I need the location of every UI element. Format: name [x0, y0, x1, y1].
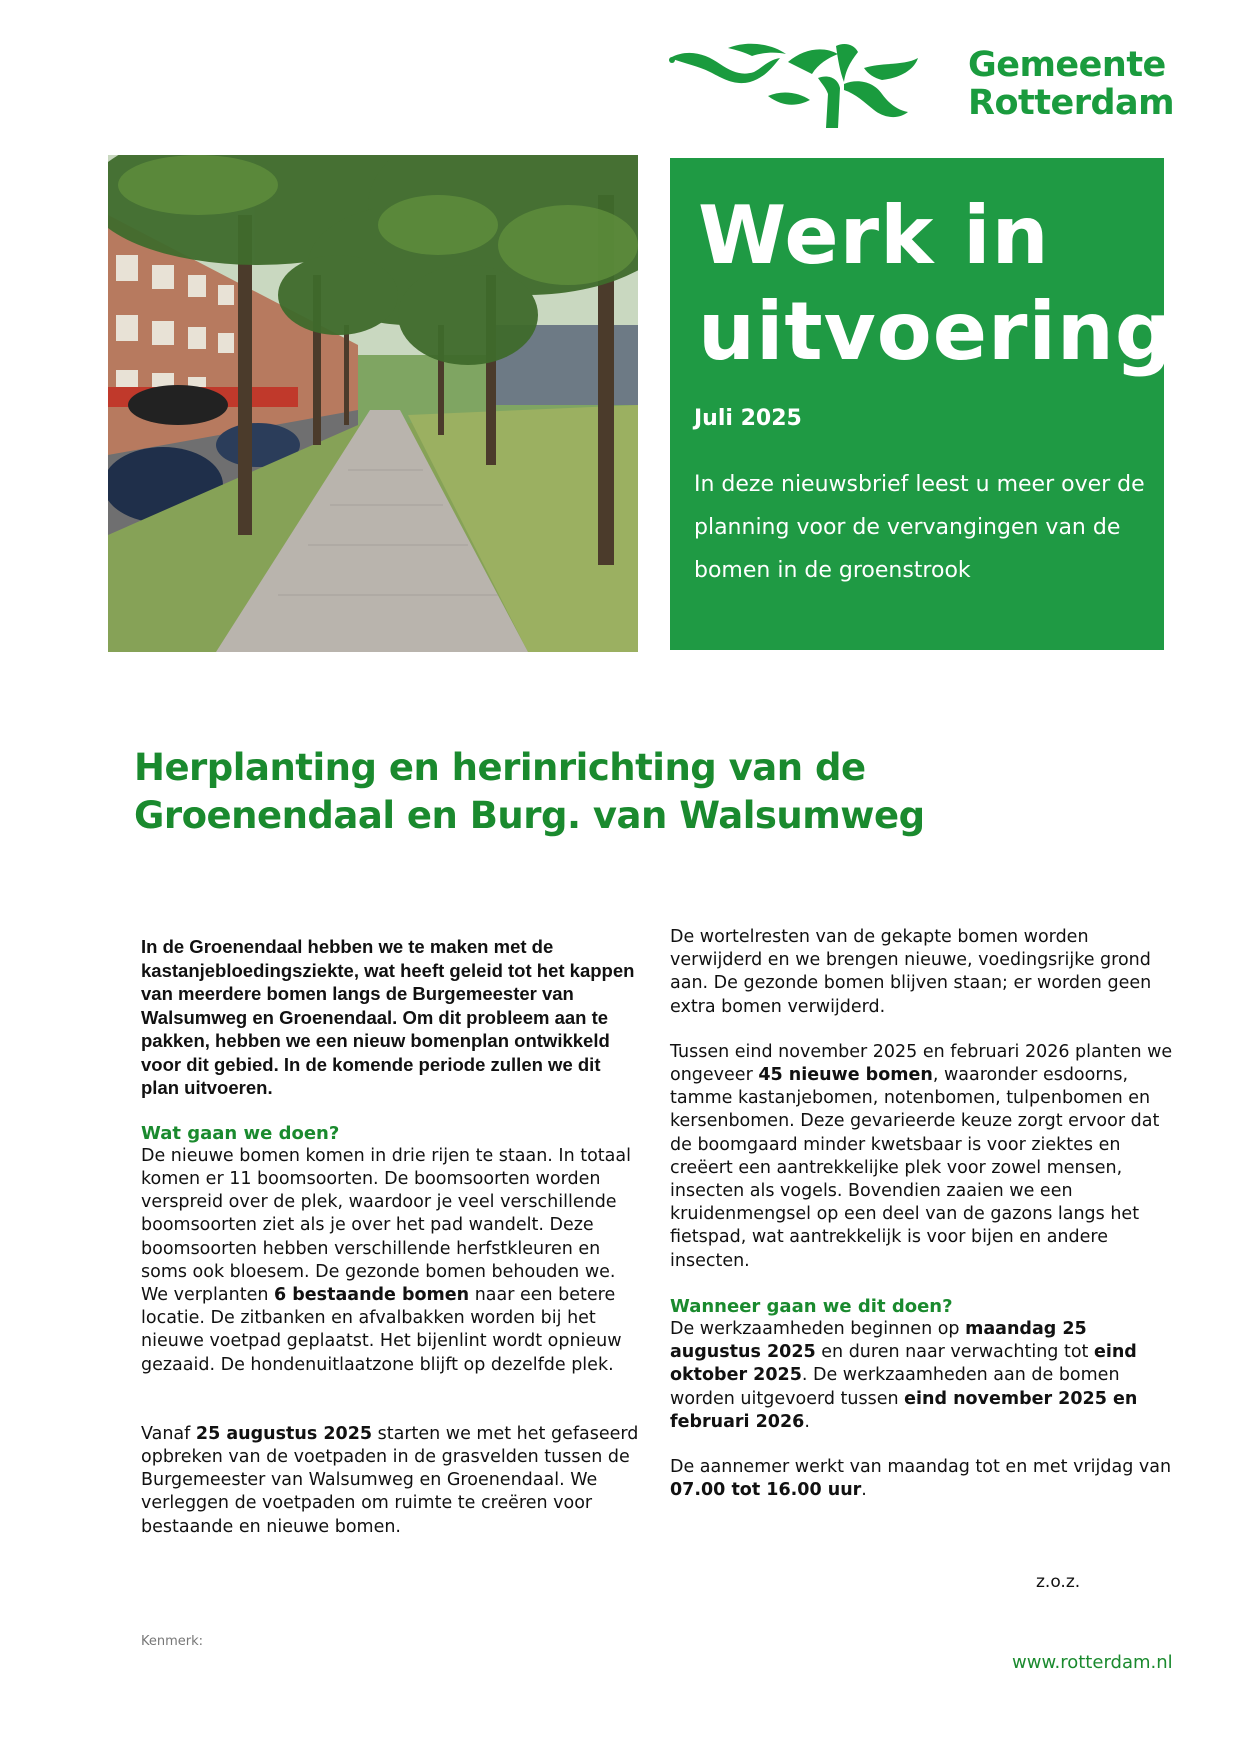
organization-name	[968, 46, 1174, 122]
working-hours-paragraph	[670, 1456, 1180, 1502]
text-span: De nieuwe bomen komen in drie rijen te staan. In totaal komen er 11 boomsoorten. De boomsoorten worden verspreid over de plek, waardoor je veel verschillende boomsoorten ziet als je over het pad wandelt. Deze boomsoorten hebben verschillende herfstkleuren en soms ook bloesem. De gezonde bomen behouden we. We verplanten	[141, 1145, 631, 1305]
section-what-text	[141, 1145, 641, 1377]
tree-lined-path-photo	[108, 155, 638, 652]
roots-paragraph: De wortelresten van de gekapte bomen worden verwijderd en we brengen nieuwe, voedingsrijke grond aan. De gezonde bomen blijven staan; er worden geen extra bomen verwijderd.	[670, 927, 1152, 1017]
text-span: Vanaf	[141, 1423, 196, 1444]
right-column	[670, 926, 1180, 1502]
section-title-when: Wanneer gaan we dit doen?	[670, 1295, 953, 1317]
lead-paragraph: In de Groenendaal hebben we te maken met de kastanjebloedingsziekte, wat heeft geleid tot het kappen van meerdere bomen langs de Burgemeester van Walsumweg en Groenendaal. Om dit probleem aan te pakken, hebben we een nieuw bomenplan ontwikkeld voor dit gebied. In de komende periode zullen we dit plan uitvoeren.	[141, 936, 635, 1098]
panel-title: Werk in uitvoering	[698, 189, 1174, 378]
text-span: .	[804, 1411, 810, 1432]
reference-label: Kenmerk:	[141, 1634, 204, 1649]
text-span: naar een betere locatie. De zitbanken en afvalbakken worden bij het nieuwe voetpad geplaatst. Het bijenlint wordt opnieuw gezaaid. De hondenuitlaatzone blijft op dezelfde plek.	[141, 1284, 622, 1375]
start-date-paragraph	[141, 1423, 641, 1539]
bold-span: eind november 2025 en februari 2026	[670, 1388, 1138, 1432]
text-span: starten we met het gefaseerd opbreken van de voetpaden in de grasvelden tussen de Burgemeester van Walsumweg en Groenendaal. We verleggen de voetpaden om ruimte te creëren voor bestaande en nieuwe bomen.	[141, 1423, 639, 1537]
text-span: Tussen eind november 2025 en februari 2026 planten we ongeveer	[670, 1041, 1173, 1086]
section-title-what: Wat gaan we doen?	[141, 1122, 340, 1144]
turn-over-note: z.o.z.	[1036, 1572, 1081, 1592]
website-link[interactable]: www.rotterdam.nl	[1012, 1652, 1173, 1673]
text-span: , waaronder esdoorns, tamme kastanjebomen, notenbomen, tulpenbomen en kersenbomen. Deze gevarieerde keuze zorgt ervoor dat de boomgaard minder kwetsbaar is voor ziektes en creëert een aantrekkelijke plek voor zowel mensen, insecten als vogels. Bovendien zaaien we een kruidenmengsel op een deel van de gazons langs het fietspad, wat aantrekkelijk is voor bijen en andere insecten.	[670, 1065, 1160, 1271]
header-panel	[670, 158, 1174, 650]
planting-paragraph	[670, 1041, 1180, 1273]
text-span: De aannemer werkt van maandag tot en met vrijdag van	[670, 1457, 1172, 1478]
logo-line-2: Rotterdam	[968, 83, 1175, 123]
left-column	[141, 935, 641, 1539]
gemeente-rotterdam-logo-icon	[668, 38, 948, 132]
logo-line-1: Gemeente	[968, 45, 1166, 85]
text-span: .	[861, 1480, 867, 1501]
text-span: en duren naar verwachting tot	[815, 1342, 1094, 1363]
bold-span: eind oktober 2025	[670, 1342, 1137, 1386]
panel-intro: In deze nieuwsbrief leest u meer over de planning voor de vervangingen van de bomen in de groenstrook	[694, 472, 1145, 583]
bold-span: 6 bestaande bomen	[274, 1284, 470, 1305]
publication-date: Juli 2025	[694, 406, 802, 431]
bold-span: 07.00 tot 16.00 uur	[670, 1480, 862, 1501]
article-headline: Herplanting en herinrichting van de Groenendaal en Burg. van Walsumweg	[134, 746, 925, 837]
bold-span: 45 nieuwe bomen	[758, 1065, 933, 1086]
bold-span: maandag 25 augustus 2025	[670, 1319, 1087, 1363]
text-span: De werkzaamheden beginnen op	[670, 1319, 966, 1340]
text-span: . De werkzaamheden aan de bomen worden uitgevoerd tussen	[670, 1365, 1120, 1409]
schedule-paragraph	[670, 1318, 1180, 1434]
bold-span: 25 augustus 2025	[195, 1423, 373, 1444]
